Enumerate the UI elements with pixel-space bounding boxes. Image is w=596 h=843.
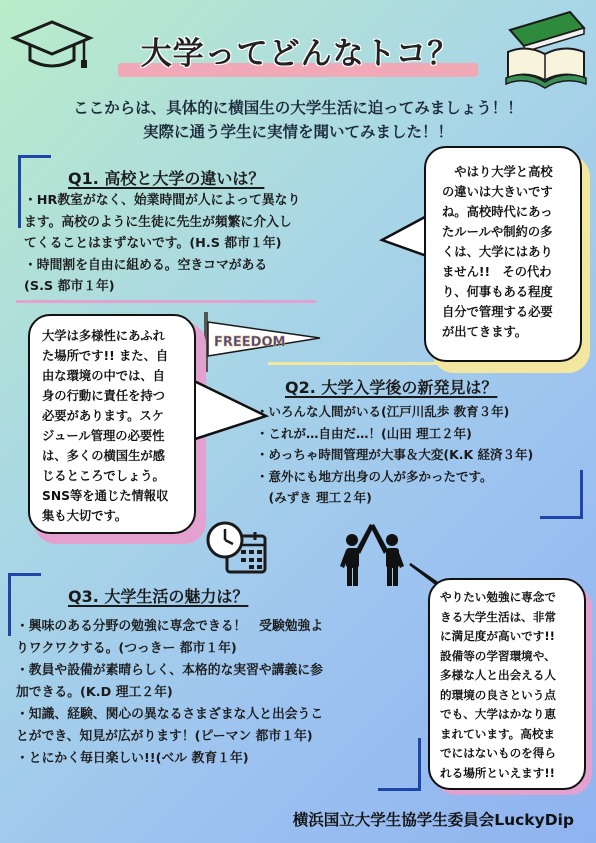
bubble2-line: 身の行動に責任を持つ [42,389,165,403]
pennant-flag-icon [202,312,322,376]
q2-line: ・意外にも地方出身の人が多かったです。 [256,468,493,484]
bubble3-line: れる場所といえます!! [440,765,555,780]
q3-line: 加できる。(K.D 理工２年) [16,685,173,700]
q3-body [16,616,436,770]
bubble1-line: が出てきます。 [442,325,528,339]
bubble1-line: の違いは大きいです [442,185,553,199]
bubble2-line: 必要があります。スケ [42,409,164,423]
books-icon [500,8,590,92]
page-title: 大学ってどんなトコ？ [140,36,460,72]
bubble2-line: は、多くの横国生が感 [42,449,165,463]
bubble1 [424,146,582,362]
intro-line-2: 実際に通う学生に実情を聞いてみました！！ [142,123,453,141]
q2-body [256,401,586,509]
q3-line: ・教員や設備が素晴らしく、本格的な実習や講義に参 [16,663,323,678]
clock-calendar-icon [205,518,269,582]
q1-divider [16,300,316,303]
q1-line: ・HR教室がなく、始業時間が人によって異なり [24,193,301,208]
bubble2-line: SNS等を通じた情報収 [42,489,169,503]
bubble1-line: 自分で管理する必要 [442,305,553,319]
q3-line: ・興味のある分野の勉強に専念できる！ 受験勉強よ [16,619,324,634]
bubble1-line: ません!! その代わ [442,265,552,279]
q1-body [24,190,424,298]
q1-line: てくることはまずないです。(H.S 都市１年) [24,236,282,251]
q2-line: ・いろんな人間がいる(江戸川乱歩 教育３年) [256,404,510,419]
bubble3-line: まれています。高校ま [440,726,556,741]
q3-line: りワクワクする。(つっきー 都市１年) [16,641,237,656]
bubble3-line: に満足度が高いです!! [440,629,555,643]
q3-bracket-bottom [378,738,421,791]
bubble3 [428,578,586,790]
q3-line: ・とにかく毎日楽しい!!(ベル 教育１年) [16,751,249,766]
bubble3-line: きる大学生活は、非常 [440,609,556,624]
q2-bracket [540,470,583,519]
bubble2-line: 集も大切です。 [42,509,128,523]
bubble2-line: じるところでしょう。 [42,469,165,483]
bubble1-line: くは、大学にはあり [442,245,553,259]
q1-line: ・時間割を自由に組める。空きコマがある [24,257,268,273]
bubble1-line: り、何事もある程度 [442,285,553,299]
bubble2 [28,314,196,534]
q3-line: とができ、知見が広がります！(ピーマン 都市１年) [16,729,313,744]
q2-top-divider [268,362,498,365]
pennant-text: FREEDOM [214,335,286,350]
graduation-cap-icon [10,14,92,78]
bubble3-line: でにはないものを得ら [440,746,556,760]
intro-line-1: ここからは、具体的に横国生の大学生活に迫ってみましょう！！ [73,99,523,117]
bubble3-line: でも、大学はかなり恵 [440,707,556,721]
bubble2-line: 由な環境の中では、自 [42,369,165,383]
q2-line: ・これが…自由だ…！(山田 理工２年) [256,425,472,441]
q3-heading: Q3. 大学生活の魅力は？ [68,587,249,606]
q1-heading: Q1. 高校と大学の違いは？ [68,169,265,188]
bubble2-line: 大学は多様性にあふれ [42,329,165,343]
high-five-people-icon [338,520,408,590]
q2-heading: Q2. 大学入学後の新発見は？ [285,378,498,397]
bubble2-line: た場所です!! また、自 [42,349,169,363]
bubble3-line: やりたい勉強に専念で [440,590,556,604]
q2-line: (みずき 理工２年) [256,490,372,505]
bubble3-line: 多様な人と出会える人 [440,668,556,682]
bubble3-line: 設備等の学習環境や、 [440,648,556,663]
footer-credit: 横浜国立大学生協学生委員会LuckyDip [292,811,574,829]
q3-line: ・知識、経験、関心の異なるさまざまな人と出会うこ [16,707,324,722]
q2-line: ・めっちゃ時間管理が大事＆大変(K.K 経済３年) [256,447,534,462]
bubble1-line: やはり大学と高校 [442,165,553,179]
bubble1-line: たルールや制約の多 [442,225,553,239]
bubble1-line: ね。高校時代にあっ [442,205,553,219]
q1-line: ます。高校のように生徒に先生が頻繁に介入し [24,214,292,230]
bubble2-line: ジュール管理の必要性 [42,429,165,443]
q1-line: (S.S 都市１年) [24,279,115,294]
bubble3-line: 的環境の良さという点 [440,687,556,702]
